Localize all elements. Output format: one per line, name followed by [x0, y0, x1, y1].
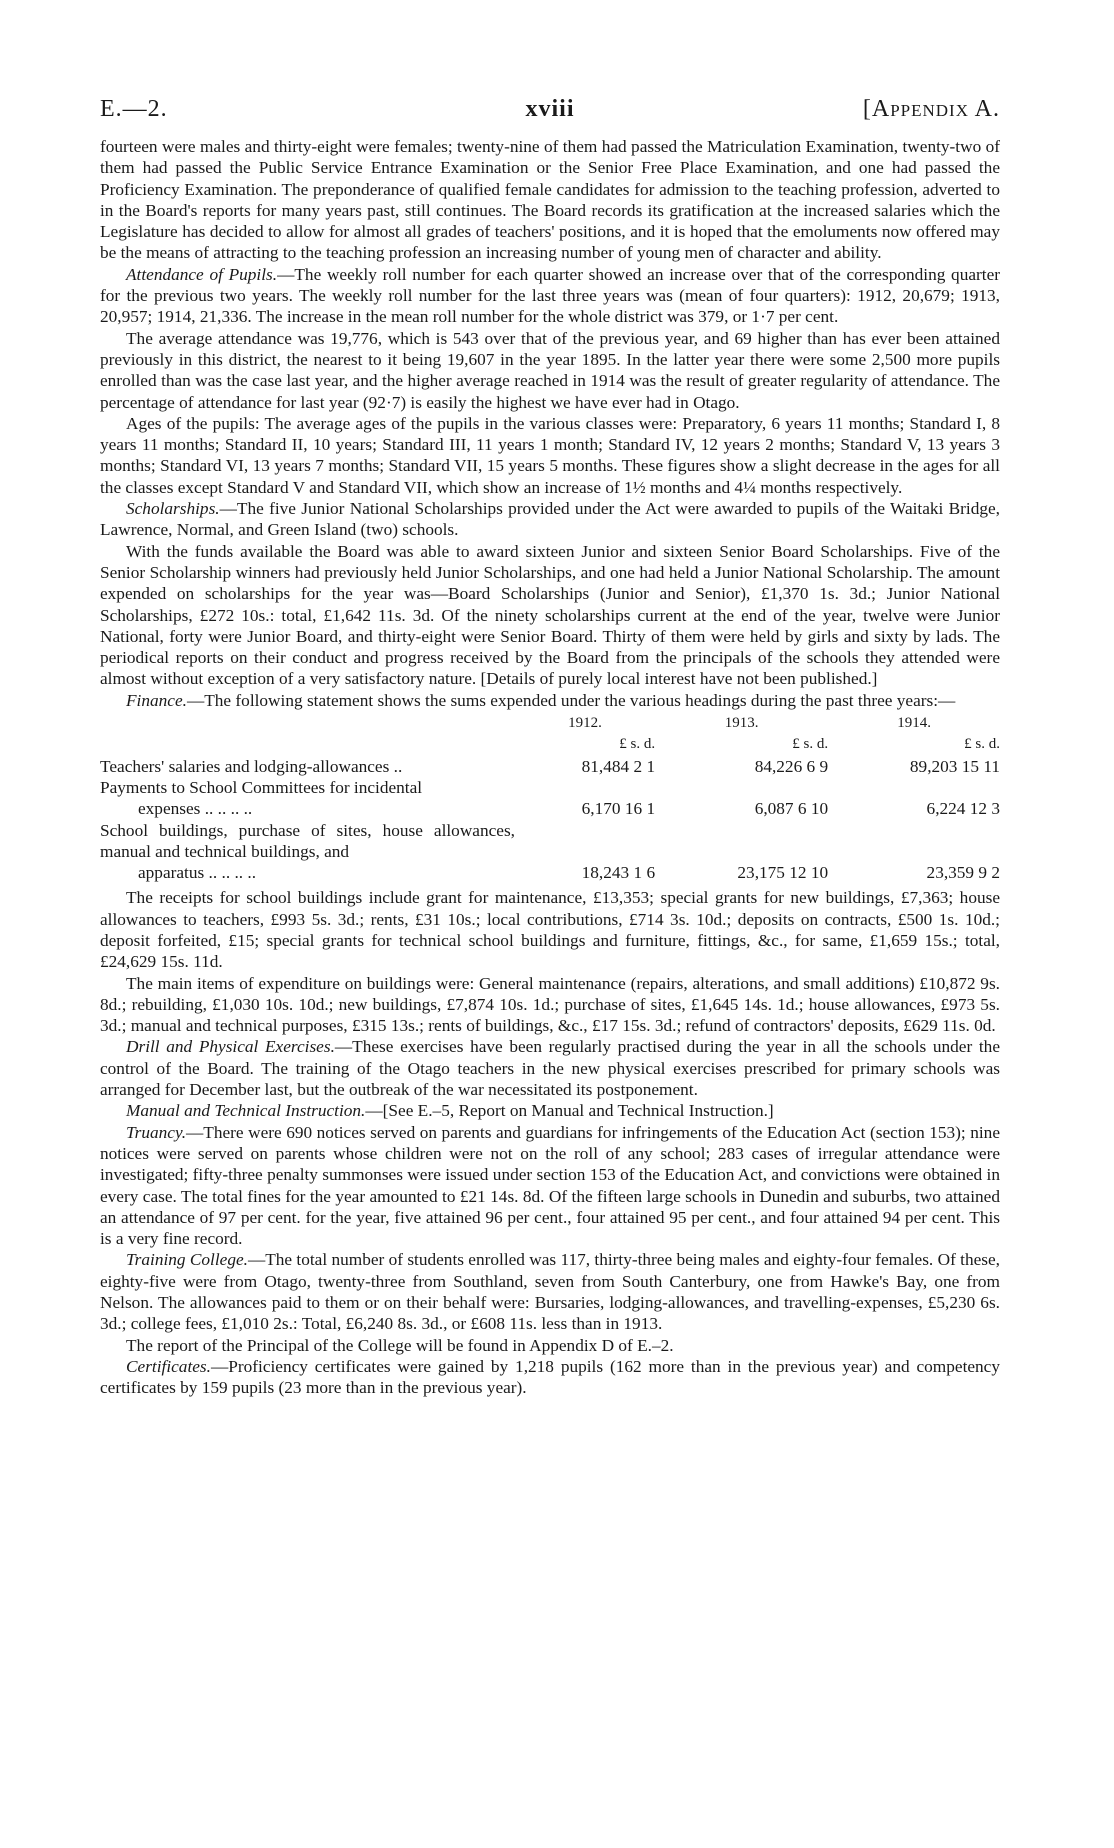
finance-units-row — [100, 734, 1000, 755]
paragraph-truancy — [100, 1122, 1000, 1250]
text-truancy: —There were 690 notices served on parents and guardians for infringements of the Education Act (section 153); nine notices were served on parents whose children were not on the roll of any school; 283 cases of irregular attendance were investigated; fifty-three penalty summonses were issued under section 153 of the Education Act, and convictions were obtained in every case. The total fines for the year amounted to £21 14s. 8d. Of the fifteen large schools in Dunedin and suburbs, two attained an attendance of 97 per cent. for the year, five attained 96 per cent., four attained 95 per cent., and four attained 94 per cent. This is a very fine record. — [100, 1122, 1000, 1249]
header-series: E.—2. — [100, 96, 168, 122]
paragraph-drill — [100, 1036, 1000, 1100]
table-row — [100, 777, 1000, 820]
row-label: School buildings, purchase of sites, house allowances, manual and technical buildings, and — [100, 820, 515, 861]
row-label: Payments to School Committees for incidental — [100, 777, 423, 797]
year-1912: 1912. — [568, 715, 602, 732]
text-finance: —The following statement shows the sums expended under the various headings during the past three years:— — [186, 690, 956, 710]
year-1913: 1913. — [724, 715, 759, 732]
cell-amount: 23,175 12 10 — [737, 863, 829, 883]
paragraph-teachers: fourteen were males and thirty-eight were females; twenty-nine of them had passed the Matriculation Examination, twenty-two of them had passed the Public Service Entrance Examination or the Senior Free Place Examination, and one had passed the Proficiency Examination. The preponderance of qualified female candidates for admission to the teaching profession, adverted to in the Board's reports for many years past, still continues. The Board records its gratification at the increased salaries which the Legislature has decided to allow for almost all grades of teachers' positions, and it is hoped that the emoluments now offered may be the means of attracting to the teaching profession an increasing number of young men of character and ability. — [100, 137, 1000, 263]
header-appendix: [Appendix A. — [862, 96, 1000, 122]
paragraph-finance — [100, 690, 1000, 711]
heading-manual: Manual and Technical Instruction. — [126, 1101, 366, 1121]
cell-amount: 81,484 2 1 — [581, 756, 656, 776]
paragraph-attendance — [100, 264, 1000, 328]
finance-table — [100, 713, 1000, 883]
paragraph-manual — [100, 1100, 1000, 1121]
row-label-continued: expenses .. .. .. .. — [138, 799, 253, 819]
units-1914: £ s. d. — [964, 736, 1000, 753]
cell-amount: 6,087 6 10 — [754, 799, 829, 819]
heading-certificates: Certificates. — [126, 1356, 211, 1376]
row-label: Teachers' salaries and lodging-allowances .. — [100, 756, 403, 776]
heading-training: Training College. — [126, 1250, 248, 1270]
paragraph-receipts: The receipts for school buildings include grant for maintenance, £13,353; special grants for new buildings, £7,363; house allowances to teachers, £993 5s. 3d.; rents, £31 10s.; local contributions, £714 3s. 10d.; deposits on contracts, £500 1s. 10d.; deposit forfeited, £15; special grants for technical school buildings and furniture, fittings, &c., for same, £1,659 15s.; total, £24,629 15s. 11d. — [100, 888, 1000, 972]
paragraph-certificates — [100, 1356, 1000, 1399]
heading-truancy: Truancy. — [126, 1122, 187, 1142]
units-1912: £ s. d. — [619, 736, 656, 753]
text-attendance: —The weekly roll number for each quarter showed an increase over that of the corresponding quarter for the previous two years. The weekly roll number for the last three years was (mean of four quarters): 1912, 20,679; 1913, 20,957; 1914, 21,336. The increase in the mean roll number for the whole district was 379, or 1·7 per cent. — [100, 264, 1000, 327]
header-page-number: xviii — [525, 96, 575, 122]
paragraph-college-report: The report of the Principal of the College will be found in Appendix D of E.–2. — [126, 1335, 674, 1355]
finance-year-row — [100, 713, 1000, 734]
heading-finance: Finance. — [126, 690, 187, 710]
year-1914: 1914. — [897, 715, 931, 732]
cell-amount: 18,243 1 6 — [581, 863, 656, 883]
paragraph-training — [100, 1249, 1000, 1334]
heading-drill: Drill and Physical Exercises. — [126, 1037, 335, 1057]
document-body — [100, 136, 1000, 1399]
heading-attendance: Attendance of Pupils. — [126, 264, 278, 284]
paragraph-average-attendance: The average attendance was 19,776, which is 543 over that of the previous year, and 69 higher than has ever been attained previously in this district, the nearest to it being 19,607 in the year 1895. In the latter year there were some 2,500 more pupils enrolled than was the case last year, and the higher average reached in 1914 was the result of greater regularity of attendance. The percentage of attendance for last year (92·7) is easily the highest we have ever had in Otago. — [100, 328, 1000, 412]
cell-amount: 89,203 15 11 — [909, 756, 1000, 776]
text-scholarships: —The five Junior National Scholarships provided under the Act were awarded to pupils of the Waitaki Bridge, Lawrence, Normal, and Green Island (two) schools. — [100, 499, 1000, 540]
heading-scholarships: Scholarships. — [126, 499, 220, 519]
paragraph-ages: Ages of the pupils: The average ages of the pupils in the various classes were: Preparatory, 6 years 11 months; Standard I, 8 years 11 months; Standard II, 10 years; Standard III, 11 years 1 month; Standard IV, 12 years 2 months; Standard V, 13 years 3 months; Standard VI, 13 years 7 months; Standard VII, 15 years 5 months. These figures show a slight decrease in the ages for all the classes except Standard V and Standard VII, which show an increase of 1½ months and 4¼ months respectively. — [100, 413, 1000, 497]
cell-amount: 84,226 6 9 — [754, 756, 829, 776]
document-page — [100, 96, 1000, 1399]
cell-amount: 23,359 9 2 — [926, 863, 1000, 883]
paragraph-scholarships — [100, 498, 1000, 541]
paragraph-expenditure: The main items of expenditure on buildings were: General maintenance (repairs, alterations, and small additions) £10,872 9s. 8d.; rebuilding, £1,030 10s. 10d.; new buildings, £7,874 10s. 1d.; purchase of sites, £1,645 14s. 1d.; house allowances, £973 5s. 3d.; manual and technical purposes, £315 13s.; rents of buildings, &c., £17 15s. 3d.; refund of contractors' deposits, £629 11s. 0d. — [100, 973, 1000, 1036]
row-label-continued: apparatus .. .. .. .. — [138, 863, 257, 883]
text-drill: —These exercises have been regularly practised during the year in all the schools under the control of the Board. The training of the Otago teachers in the new physical exercises prescribed for primary schools was arranged for December last, but the outbreak of the war necessitated its postponement. — [100, 1037, 1000, 1100]
units-1913: £ s. d. — [792, 736, 829, 753]
text-certificates: —Proficiency certificates were gained by 1,218 pupils (162 more than in the previous year) and competency certificates by 159 pupils (23 more than in the previous year). — [100, 1356, 1000, 1398]
text-training: —The total number of students enrolled was 117, thirty-three being males and eighty-four females. Of these, eighty-five were from Otago, twenty-three from Southland, seven from South Canterbury, one from Hawke's Bay, one from Nelson. The allowances paid to them or on their behalf were: Bursaries, lodging-allowances, and travelling-expenses, £5,230 6s. 3d.; college fees, £1,010 2s.: Total, £6,240 8s. 3d., or £608 11s. less than in 1913. — [100, 1250, 1000, 1334]
paragraph-board-scholarships: With the funds available the Board was able to award sixteen Junior and sixteen Senior Board Scholarships. Five of the Senior Scholarship winners had previously held Junior Scholarships, and one had held a Junior National Scholarship. The amount expended on scholarships for the year was—Board Scholarships (Junior and Senior), £1,370 1s. 3d.; Junior National Scholarships, £272 10s.: total, £1,642 11s. 3d. Of the ninety scholarships current at the end of the year, twelve were Junior National, forty were Junior Board, and thirty-eight were Senior Board. Thirty of them were held by girls and sixty by lads. The periodical reports on their conduct and progress received by the Board from the principals of the schools they attended were almost without exception of a very satisfactory nature. [Details of purely local interest have not been published.] — [100, 541, 1000, 689]
cell-amount: 6,170 16 1 — [581, 799, 656, 819]
cell-amount: 6,224 12 3 — [926, 799, 1000, 819]
table-row — [100, 756, 1000, 777]
table-row — [100, 820, 1000, 884]
text-manual: —[See E.–5, Report on Manual and Technical Instruction.] — [365, 1101, 774, 1121]
page-header — [100, 96, 1000, 136]
